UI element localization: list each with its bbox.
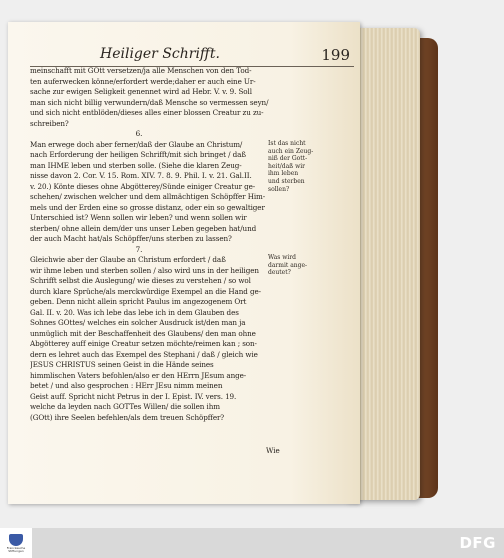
text-line: mels und der Erden eine so grosse distanz, oder ein so gewaltiger [30,202,265,212]
margin-note-7 [268,254,308,277]
running-title: Heiliger Schrifft. [100,46,220,62]
text-line: meinschafft mit GOtt versetzen/ja alle Menschen von den Tod- [30,66,252,75]
text-line: JESUS CHRISTUS seinen Geist in die Hände seines [30,360,214,369]
margin-note-line: ihm leben [268,170,299,178]
text-line: nisse davon 2. Cor. V. 15. Rom. XIV. 7. 8. 9. Phil. I. v. 21. Gal.II. [30,171,252,180]
margin-note-6 [268,140,314,193]
text-line: sache zur ewigen Seligkeit genennet wird ad Hebr. V. v. 9. Soll [30,87,252,96]
text-line: durch klare Sprüche/als merckwürdige Exempel an die Hand ge- [30,286,261,296]
margin-note-line: auch ein Zeug- [268,147,314,155]
footer-bar [0,528,504,558]
text-line: v. 20.) Könte dieses ohne Abgötterey/Sünde einiger Creatur ge- [30,181,256,191]
margin-note-line: Was wird [268,254,296,261]
margin-note-line: heit/daß wir [268,162,306,170]
text-line: Schrifft selbst die Auslegung/ wie dieses zu verstehen / so wol [30,276,251,285]
margin-note-line: niß der Gott- [268,155,308,163]
text-line: und sich nicht entblöden/dieses alles einer blossen Creatur zu zu- [30,108,264,117]
text-line: Gleichwie aber der Glaube an Christum erfordert / daß [30,255,226,264]
text-line: schreiben? [30,118,69,128]
text-line: Man erwege doch aber ferner/daß der Glaube an Christum/ [30,139,243,149]
text-line: Geist auff. Spricht nicht Petrus in der I. Epist. IV. vers. 19. [30,391,237,401]
institution-logo[interactable] [0,528,32,558]
book-page [8,22,360,504]
dfg-logo[interactable]: DFG [459,534,496,552]
margin-note-line: sollen? [268,185,290,193]
text-line: geben. Denn nicht allein spricht Paulus im angezogenem Ort [30,297,247,306]
text-line: schehen/ zwischen welcher und dem allmächtigen Schöpffer Him- [30,192,266,201]
margin-note-line: und sterben [268,177,305,185]
text-line: Abgötterey auff einige Creatur setzen möchte/reimen kan ; son- [30,339,257,348]
text-line: Unterschied ist? Wenn sollen wir leben? und wenn sollen wir [30,213,247,222]
section-number: 7. [135,244,143,254]
text-line: man sich nicht billig verwundern/daß Mensche so vermessen seyn/ [30,97,269,107]
crest-icon [9,534,23,546]
text-line: nach Erforderung der heiligen Schrifft/mit sich bringet / daß [30,150,246,159]
text-line: man IHME leben und sterben solle. (Siehe die klaren Zeug- [30,160,242,170]
margin-note-line: Ist das nicht [268,140,306,147]
catchword: Wie [266,446,280,455]
body-text [30,66,288,423]
margin-note-line: darmit ange- [268,261,308,269]
running-head [90,46,350,66]
text-line: sterben/ ohne allein dem/der uns unser Leben gegeben hat/und [30,223,257,233]
text-line: Gal. II. v. 20. Was ich lebe das lebe ich in dem Glauben des [30,307,239,317]
page-number: 199 [321,46,350,64]
text-line: der auch Macht hat/als Schöpffer/uns sterben zu lassen? [30,234,232,243]
text-line: dern es lehret auch das Exempel des Stephani / daß / gleich wie [30,349,258,359]
text-line: Sohnes GOttes/ welches ein solcher Ausdruck ist/den man ja [30,318,246,327]
text-line: ten auferwecken könne/erfordert werde;daher er auch eine Ur- [30,76,256,86]
margin-note-line: deutet? [268,269,291,277]
text-line: unmüglich mit der Beschaffenheit des Glaubens/ den man ohne [30,328,256,338]
text-line: welche da leyden nach GOTTes Willen/ die sollen ihm [30,402,220,411]
text-line: betet / und also gesprochen : HErr JEsu nimm meinen [30,381,223,390]
institution-logo-text: Franckesche Stiftungen [6,545,26,553]
section-number: 6. [135,129,143,138]
text-line: wir ihme leben und sterben sollen / also wird uns in der heiligen [30,265,259,275]
text-line: (GOtt) ihre Seelen befehlen/als dem treuen Schöpffer? [30,412,225,422]
text-line: himmlischen Vaters befohlen/also er den HErrn JEsum ange- [30,370,247,380]
